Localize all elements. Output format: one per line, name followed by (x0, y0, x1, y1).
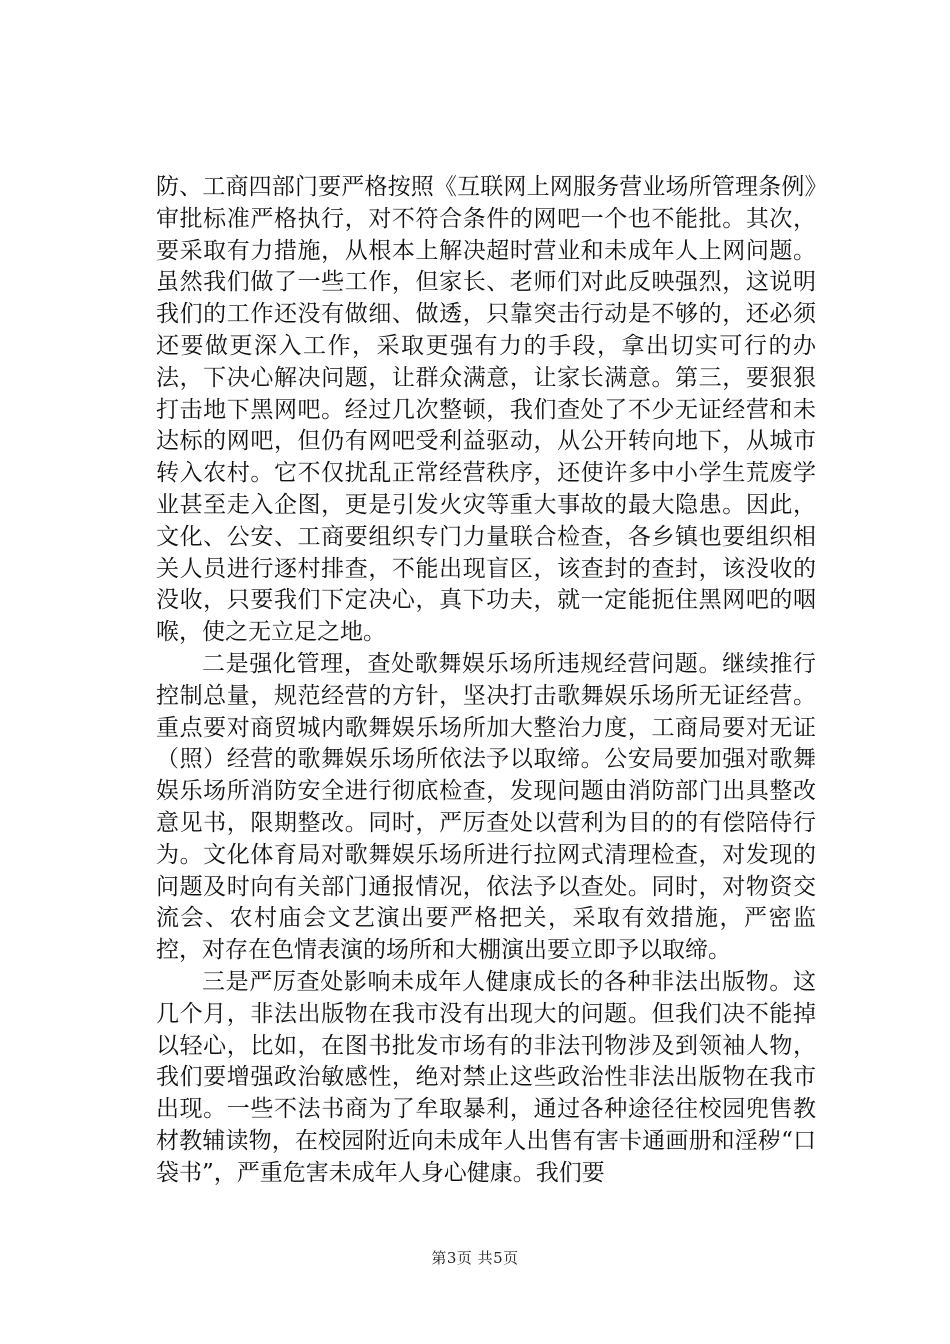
paragraph-entertainment-venues: 二是强化管理，查处歌舞娱乐场所违规经营问题。继续推行控制总量，规范经营的方针，坚决打击歌舞娱乐场所无证经营。重点要对商贸城内歌舞娱乐场所加大整治力度，工商局要对无证（照）经营的歌舞娱乐场所依法予以取缔。公安局要加强对歌舞娱乐场所消防安全进行彻底检查，发现问题由消防部门出具整改意见书，限期整改。同时，严厉查处以营利为目的的有偿陪侍行为。文化体育局对歌舞娱乐场所进行拉网式清理检查，对发现的问题及时向有关部门通报情况，依法予以查处。同时，对物资交流会、农村庙会文艺演出要严格把关，采取有效措施，严密监控，对存在色情表演的场所和大棚演出要立即予以取缔。 (156, 650, 816, 964)
page-number-footer: 第3页 共5页 (431, 1249, 519, 1267)
paragraph-illegal-publications: 三是严厉查处影响未成年人健康成长的各种非法出版物。这几个月，非法出版物在我市没有出现大的问题。但我们决不能掉以轻心，比如，在图书批发市场有的非法刊物涉及到领袖人物，我们要增强政治敏感性，绝对禁止这些政治性非法出版物在我市出现。一些不法书商为了牟取暴利，通过各种途径往校园兜售教材教辅读物，在校园附近向未成年人出售有害卡通画册和淫秽“口袋书”，严重危害未成年人身心健康。我们要 (156, 968, 816, 1186)
document-body (156, 172, 816, 1190)
paragraph-continuation: 防、工商四部门要严格按照《互联网上网服务营业场所管理条例》审批标准严格执行，对不符合条件的网吧一个也不能批。其次，要采取有力措施，从根本上解决超时营业和未成年人上网问题。虽然我们做了一些工作，但家长、老师们对此反映强烈，这说明我们的工作还没有做细、做透，只靠突击行动是不够的，还必须还要做更深入工作，采取更强有力的手段，拿出切实可行的办法，下决心解决问题，让群众满意，让家长满意。第三，要狠狠打击地下黑网吧。经过几次整顿，我们查处了不少无证经营和未达标的网吧，但仍有网吧受利益驱动，从公开转向地下，从城市转入农村。它不仅扰乱正常经营秩序，还使许多中小学生荒废学业甚至走入企图，更是引发火灾等重大事故的最大隐患。因此，文化、公安、工商要组织专门力量联合检查，各乡镇也要组织相关人员进行逐村排查，不能出现盲区，该查封的查封，该没收的没收，只要我们下定决心，真下功夫，就一定能扼住黑网吧的咽喉，使之无立足之地。 (156, 174, 816, 646)
